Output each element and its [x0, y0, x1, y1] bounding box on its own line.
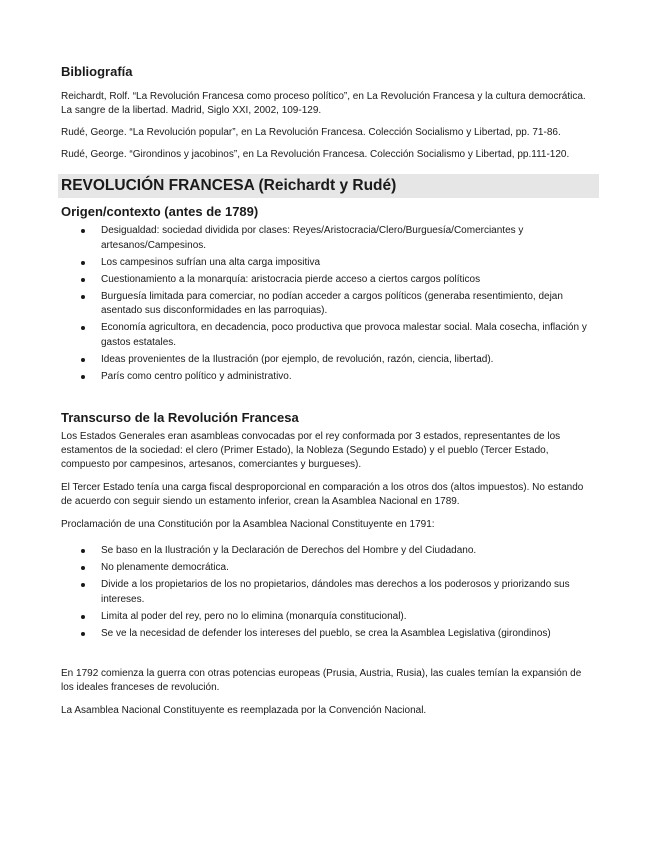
list-item: Limita al poder del rey, pero no lo elimina (monarquía constitucional).	[101, 610, 596, 625]
origin-list	[61, 224, 596, 384]
paragraph: La Asamblea Nacional Constituyente es reemplazada por la Convención Nacional.	[61, 705, 427, 716]
paragraph: Los Estados Generales eran asambleas convocadas por el rey conformada por 3 estados, representantes de los estamentos de la sociedad: el clero (Primer Estado), la Nobleza (Segundo Estado) y el pueblo (Tercer Estado, compuesto por campesinos, artesanos, comerciantes y burgueses).	[61, 431, 561, 470]
list-item: Divide a los propietarios de los no propietarios, dándoles mas derechos a los poderosos y priorizando sus intereses.	[101, 578, 596, 607]
list-item: Cuestionamiento a la monarquía: aristocracia pierde acceso a ciertos cargos políticos	[101, 273, 596, 288]
paragraph: En 1792 comienza la guerra con otras potencias europeas (Prusia, Austria, Rusia), las cuales temían la expansión de los ideales franceses de revolución.	[61, 668, 582, 693]
bibliography-reference: Rudé, George. “Girondinos y jacobinos”, en La Revolución Francesa. Colección Socialismo y Libertad, pp.111-120.	[61, 149, 570, 160]
list-item: Los campesinos sufrían una alta carga impositiva	[101, 256, 596, 271]
list-item: Ideas provenientes de la Ilustración (por ejemplo, de revolución, razón, ciencia, libertad).	[101, 353, 596, 368]
transcurso-heading: Transcurso de la Revolución Francesa	[61, 410, 299, 425]
list-item: París como centro político y administrativo.	[101, 370, 596, 385]
list-item: Economía agricultora, en decadencia, poco productiva que provoca malestar social. Mala cosecha, inflación y gastos estatales.	[101, 321, 596, 350]
origin-heading: Origen/contexto (antes de 1789)	[61, 204, 259, 219]
list-item: No plenamente democrática.	[101, 561, 596, 576]
main-title: REVOLUCIÓN FRANCESA (Reichardt y Rudé)	[58, 174, 599, 198]
bibliography-reference: Rudé, George. “La Revolución popular”, en La Revolución Francesa. Colección Socialismo y Libertad, pp. 71-86.	[61, 127, 561, 138]
paragraph: Proclamación de una Constitución por la Asamblea Nacional Constituyente en 1791:	[61, 519, 435, 530]
list-item: Se baso en la Ilustración y la Declaración de Derechos del Hombre y del Ciudadano.	[101, 544, 596, 559]
bibliography-heading: Bibliografía	[61, 64, 133, 79]
list-item: Burguesía limitada para comerciar, no podían acceder a cargos políticos (generaba resentimiento, dejan asentado sus disconformidades en las parroquias).	[101, 290, 596, 319]
constitution-list	[61, 544, 596, 641]
bibliography-reference: Reichardt, Rolf. “La Revolución Francesa como proceso político”, en La Revolución Francesa y la cultura democrática. La sangre de la libertad. Madrid, Siglo XXI, 2002, 109-129.	[61, 91, 586, 116]
paragraph: El Tercer Estado tenía una carga fiscal desproporcional en comparación a los otros dos (altos impuestos). No estando de acuerdo con seguir siendo un estamento inferior, crean la Asamblea Nacional en 1789.	[61, 482, 584, 507]
list-item: Se ve la necesidad de defender los intereses del pueblo, se crea la Asamblea Legislativa (girondinos)	[101, 627, 596, 642]
list-item: Desigualdad: sociedad dividida por clases: Reyes/Aristocracia/Clero/Burguesía/Comerciantes y artesanos/Campesinos.	[101, 224, 596, 253]
